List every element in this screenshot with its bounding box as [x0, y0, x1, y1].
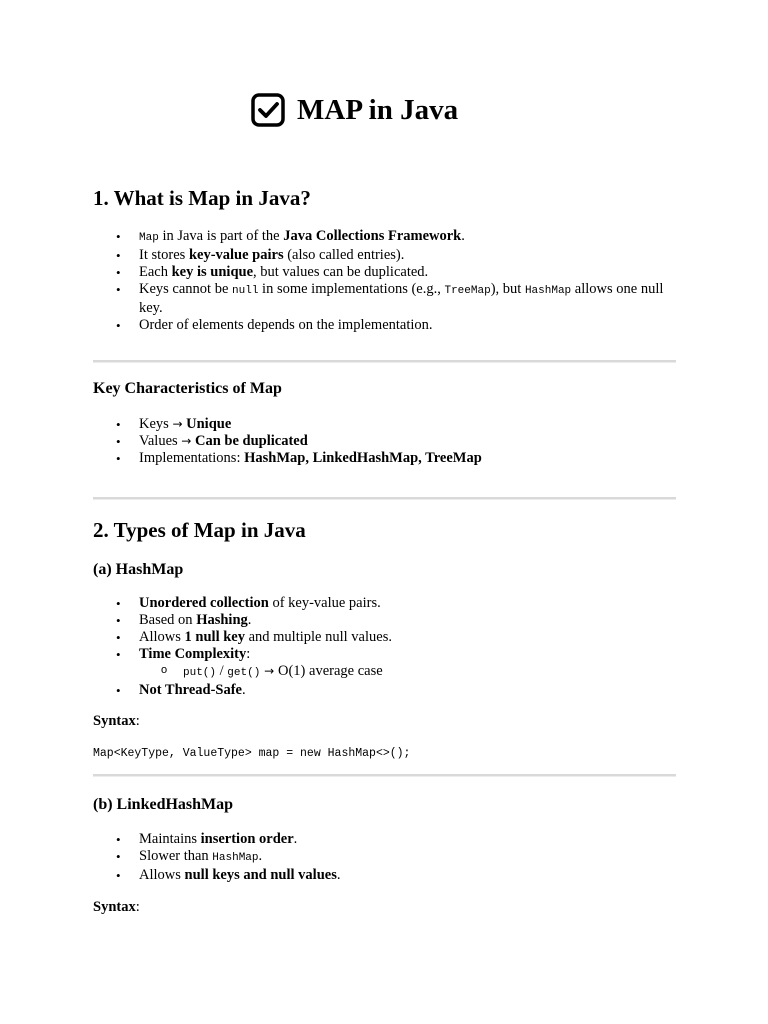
page-title: MAP in Java — [297, 93, 459, 126]
key-characteristics-list — [116, 416, 676, 467]
list-item: • Map in Java is part of the Java Collections Framework. — [116, 228, 676, 247]
linkedhashmap-syntax-label: Syntax: — [93, 899, 140, 915]
list-item: • Implementations: HashMap, LinkedHashMap, TreeMap — [116, 450, 676, 467]
section-heading-types-of-map: 2. Types of Map in Java — [93, 518, 306, 542]
sub-list-item: o put() / get() → O(1) average case — [183, 663, 676, 682]
divider — [93, 774, 676, 777]
linkedhashmap-list — [116, 831, 676, 884]
list-item: • Keys cannot be null in some implementations (e.g., TreeMap), but HashMap allows one null key. — [116, 281, 676, 317]
list-item: • It stores key-value pairs (also called entries). — [116, 247, 676, 264]
hashmap-code-snippet: Map<KeyType, ValueType> map = new HashMap<>(); — [93, 747, 411, 760]
list-item: • Based on Hashing. — [116, 612, 676, 629]
list-item: • Values → Can be duplicated — [116, 433, 676, 450]
list-item: • Keys → Unique — [116, 416, 676, 433]
hashmap-heading: (a) HashMap — [93, 561, 184, 578]
list-item: • Not Thread-Safe. — [116, 682, 676, 699]
title-row — [249, 90, 458, 130]
section-heading-what-is-map: 1. What is Map in Java? — [93, 186, 311, 210]
checkbox-checked-icon — [249, 91, 287, 129]
divider — [93, 497, 676, 500]
list-item: • Order of elements depends on the implementation. — [116, 317, 676, 334]
what-is-map-list — [116, 228, 676, 334]
list-item: • Each key is unique, but values can be duplicated. — [116, 264, 676, 281]
time-complexity-sublist — [139, 663, 676, 682]
hashmap-list — [116, 595, 676, 699]
list-item: • Unordered collection of key-value pairs. — [116, 595, 676, 612]
list-item: • Allows null keys and null values. — [116, 867, 676, 884]
list-item: • Allows 1 null key and multiple null values. — [116, 629, 676, 646]
list-item: • Time Complexity: o put() / get() → O(1) average case — [116, 646, 676, 682]
list-item: • Maintains insertion order. — [116, 831, 676, 848]
divider — [93, 360, 676, 363]
key-characteristics-heading: Key Characteristics of Map — [93, 380, 282, 397]
list-item: • Slower than HashMap. — [116, 848, 676, 867]
hashmap-syntax-label: Syntax: — [93, 713, 140, 729]
linkedhashmap-heading: (b) LinkedHashMap — [93, 796, 234, 813]
